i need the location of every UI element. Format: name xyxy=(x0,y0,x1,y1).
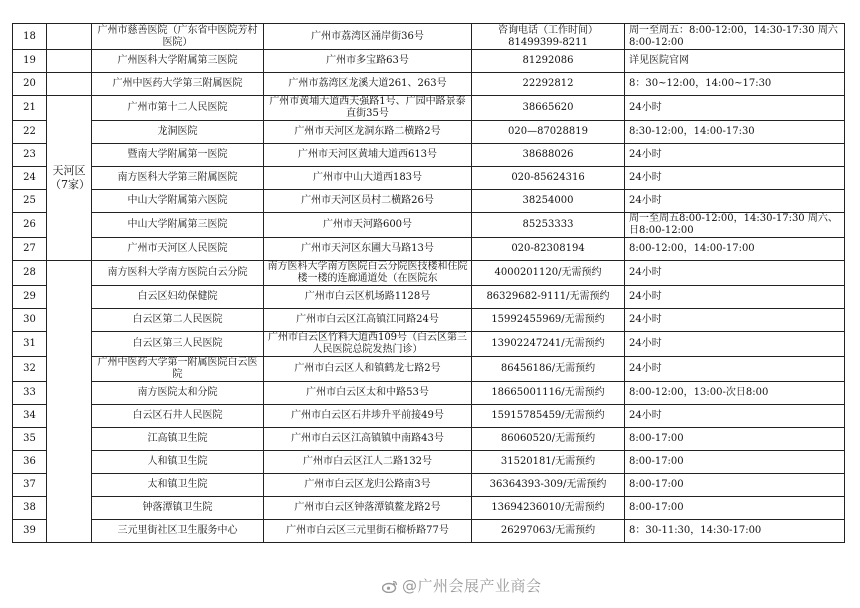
hospital-name: 广州市慈善医院（广东省中医院芳村医院） xyxy=(92,24,264,50)
hospital-name: 三元里街社区卫生服务中心 xyxy=(92,520,264,543)
row-number: 18 xyxy=(13,24,47,50)
opening-hours: 24小时 xyxy=(625,357,845,382)
hospital-address: 广州市白云区太和中路53号 xyxy=(264,382,472,405)
row-number: 31 xyxy=(13,332,47,357)
hospital-address: 广州市天河区龙洞东路二横路2号 xyxy=(264,121,472,144)
hospital-address: 广州市白云区江人二路132号 xyxy=(264,451,472,474)
hospital-name: 钟落潭镇卫生院 xyxy=(92,497,264,520)
opening-hours: 24小时 xyxy=(625,286,845,309)
hospital-address: 广州市白云区石井埗升平前接49号 xyxy=(264,405,472,428)
hospital-name: 人和镇卫生院 xyxy=(92,451,264,474)
table-row xyxy=(13,167,845,190)
hospital-name: 江高镇卫生院 xyxy=(92,428,264,451)
row-number: 26 xyxy=(13,213,47,238)
opening-hours: 24小时 xyxy=(625,405,845,428)
table-row xyxy=(13,309,845,332)
opening-hours: 8:00-17:00 xyxy=(625,497,845,520)
table-row xyxy=(13,50,845,73)
hospital-address: 广州市荔湾区涌岸街36号 xyxy=(264,24,472,50)
hospital-phone: 13902247241/无需预约 xyxy=(472,332,625,357)
hospital-phone: 15915785459/无需预约 xyxy=(472,405,625,428)
hospital-address: 广州市天河区员村二横路26号 xyxy=(264,190,472,213)
hospital-phone: 18665001116/无需预约 xyxy=(472,382,625,405)
table-row xyxy=(13,382,845,405)
opening-hours: 24小时 xyxy=(625,190,845,213)
row-number: 39 xyxy=(13,520,47,543)
hospital-address: 广州市黄埔大道西天强路1号、广园中路景泰直街35号 xyxy=(264,96,472,121)
hospital-name: 广州医科大学附属第三医院 xyxy=(92,50,264,73)
row-number: 29 xyxy=(13,286,47,309)
row-number: 33 xyxy=(13,382,47,405)
table-row xyxy=(13,144,845,167)
row-number: 32 xyxy=(13,357,47,382)
hospital-address: 广州市白云区钟落潭镇鳌龙路2号 xyxy=(264,497,472,520)
table-row xyxy=(13,213,845,238)
hospital-name: 广州中医药大学第一附属医院白云医院 xyxy=(92,357,264,382)
hospital-address: 广州市天河区黄埔大道西613号 xyxy=(264,144,472,167)
row-number: 23 xyxy=(13,144,47,167)
table-row xyxy=(13,474,845,497)
row-number: 25 xyxy=(13,190,47,213)
table-row xyxy=(13,520,845,543)
hospital-address: 广州市白云区三元里街石榴桥路77号 xyxy=(264,520,472,543)
hospital-phone: 81292086 xyxy=(472,50,625,73)
row-number: 24 xyxy=(13,167,47,190)
opening-hours: 24小时 xyxy=(625,144,845,167)
opening-hours: 详见医院官网 xyxy=(625,50,845,73)
table-row xyxy=(13,121,845,144)
hospital-table xyxy=(12,23,845,543)
row-number: 36 xyxy=(13,451,47,474)
hospital-name: 广州市天河区人民医院 xyxy=(92,238,264,261)
hospital-name: 龙洞医院 xyxy=(92,121,264,144)
table-row xyxy=(13,451,845,474)
opening-hours: 周一至周五：8:00-12:00，14:30-17:30 周六8:00-12:00 xyxy=(625,24,845,50)
opening-hours: 24小时 xyxy=(625,167,845,190)
hospital-address: 广州市天河区东圃大马路13号 xyxy=(264,238,472,261)
hospital-phone: 26297063/无需预约 xyxy=(472,520,625,543)
hospital-name: 南方医院太和分院 xyxy=(92,382,264,405)
hospital-address: 广州市多宝路63号 xyxy=(264,50,472,73)
hospital-phone: 020-82308194 xyxy=(472,238,625,261)
hospital-phone: 31520181/无需预约 xyxy=(472,451,625,474)
row-number: 21 xyxy=(13,96,47,121)
table-row xyxy=(13,24,845,50)
district-cell xyxy=(47,73,92,96)
row-number: 20 xyxy=(13,73,47,96)
watermark xyxy=(382,575,542,596)
opening-hours: 8:00-12:00，14:00-17:00 xyxy=(625,238,845,261)
opening-hours: 8:00-17:00 xyxy=(625,451,845,474)
district-cell-baiyun xyxy=(47,261,92,543)
row-number: 37 xyxy=(13,474,47,497)
table-row xyxy=(13,497,845,520)
table-row xyxy=(13,190,845,213)
opening-hours: 24小时 xyxy=(625,332,845,357)
hospital-phone: 86060520/无需预约 xyxy=(472,428,625,451)
opening-hours: 8:00-17:00 xyxy=(625,474,845,497)
hospital-phone: 86329682-9111/无需预约 xyxy=(472,286,625,309)
watermark-text: @广州会展产业商会 xyxy=(402,577,542,595)
hospital-name: 广州市第十二人民医院 xyxy=(92,96,264,121)
row-number: 34 xyxy=(13,405,47,428)
hospital-phone: 38254000 xyxy=(472,190,625,213)
hospital-name: 太和镇卫生院 xyxy=(92,474,264,497)
hospital-address: 广州市白云区江高镇镇中南路43号 xyxy=(264,428,472,451)
opening-hours: 周一至周五8:00-12:00，14:30-17:30 周六、日8:00-12:00 xyxy=(625,213,845,238)
hospital-phone: 86456186/无需预约 xyxy=(472,357,625,382)
hospital-name: 白云区妇幼保健院 xyxy=(92,286,264,309)
table-row xyxy=(13,428,845,451)
table-row xyxy=(13,96,845,121)
hospital-address: 广州市天河路600号 xyxy=(264,213,472,238)
row-number: 19 xyxy=(13,50,47,73)
row-number: 35 xyxy=(13,428,47,451)
opening-hours: 8:00-17:00 xyxy=(625,428,845,451)
hospital-phone: 020—87028819 xyxy=(472,121,625,144)
hospital-phone: 22292812 xyxy=(472,73,625,96)
hospital-phone: 85253333 xyxy=(472,213,625,238)
table-row xyxy=(13,73,845,96)
table-row xyxy=(13,261,845,286)
row-number: 38 xyxy=(13,497,47,520)
opening-hours: 24小时 xyxy=(625,309,845,332)
district-label-tianhe: 天河区（7家） xyxy=(47,96,92,261)
hospital-address: 广州市荔湾区龙溪大道261、263号 xyxy=(264,73,472,96)
hospital-name: 暨南大学附属第一医院 xyxy=(92,144,264,167)
row-number: 30 xyxy=(13,309,47,332)
hospital-phone: 咨询电话（工作时间）81499399-8211 xyxy=(472,24,625,50)
hospital-phone: 13694236010/无需预约 xyxy=(472,497,625,520)
district-cell xyxy=(47,24,92,50)
hospital-address: 南方医科大学南方医院白云分院医技楼和住院楼一楼的连廊通道处（在医院东 xyxy=(264,261,472,286)
hospital-phone: 38688026 xyxy=(472,144,625,167)
hospital-name: 中山大学附属第三医院 xyxy=(92,213,264,238)
hospital-name: 白云区第三人民医院 xyxy=(92,332,264,357)
hospital-name: 白云区第二人民医院 xyxy=(92,309,264,332)
hospital-address: 广州市白云区龙归公路南3号 xyxy=(264,474,472,497)
hospital-address: 广州市中山大道西183号 xyxy=(264,167,472,190)
hospital-address: 广州市白云区江高镇江同路24号 xyxy=(264,309,472,332)
hospital-name: 南方医科大学南方医院白云分院 xyxy=(92,261,264,286)
hospital-phone: 15992455969/无需预约 xyxy=(472,309,625,332)
table-row xyxy=(13,286,845,309)
opening-hours: 24小时 xyxy=(625,96,845,121)
hospital-name: 广州中医药大学第三附属医院 xyxy=(92,73,264,96)
row-number: 22 xyxy=(13,121,47,144)
opening-hours: 8：30-11:30，14:30-17:00 xyxy=(625,520,845,543)
row-number: 28 xyxy=(13,261,47,286)
hospital-address: 广州市白云区竹料大道西109号（白云区第三人民医院总院发热门诊） xyxy=(264,332,472,357)
opening-hours: 8:00-12:00，13:00-次日8:00 xyxy=(625,382,845,405)
hospital-name: 白云区石井人民医院 xyxy=(92,405,264,428)
opening-hours: 8：30~12:00，14:00~17:30 xyxy=(625,73,845,96)
hospital-phone: 4000201120/无需预约 xyxy=(472,261,625,286)
hospital-phone: 36364393-309/无需预约 xyxy=(472,474,625,497)
opening-hours: 24小时 xyxy=(625,261,845,286)
hospital-address: 广州市白云区人和镇鹤龙七路2号 xyxy=(264,357,472,382)
opening-hours: 8:30-12:00，14:00-17:30 xyxy=(625,121,845,144)
weibo-logo-icon xyxy=(382,579,398,593)
hospital-name: 中山大学附属第六医院 xyxy=(92,190,264,213)
row-number: 27 xyxy=(13,238,47,261)
hospital-phone: 020-85624316 xyxy=(472,167,625,190)
hospital-phone: 38665620 xyxy=(472,96,625,121)
table-row xyxy=(13,357,845,382)
district-cell xyxy=(47,50,92,73)
table-row xyxy=(13,238,845,261)
hospital-name: 南方医科大学第三附属医院 xyxy=(92,167,264,190)
hospital-address: 广州市白云区机场路1128号 xyxy=(264,286,472,309)
table-row xyxy=(13,332,845,357)
table-row xyxy=(13,405,845,428)
